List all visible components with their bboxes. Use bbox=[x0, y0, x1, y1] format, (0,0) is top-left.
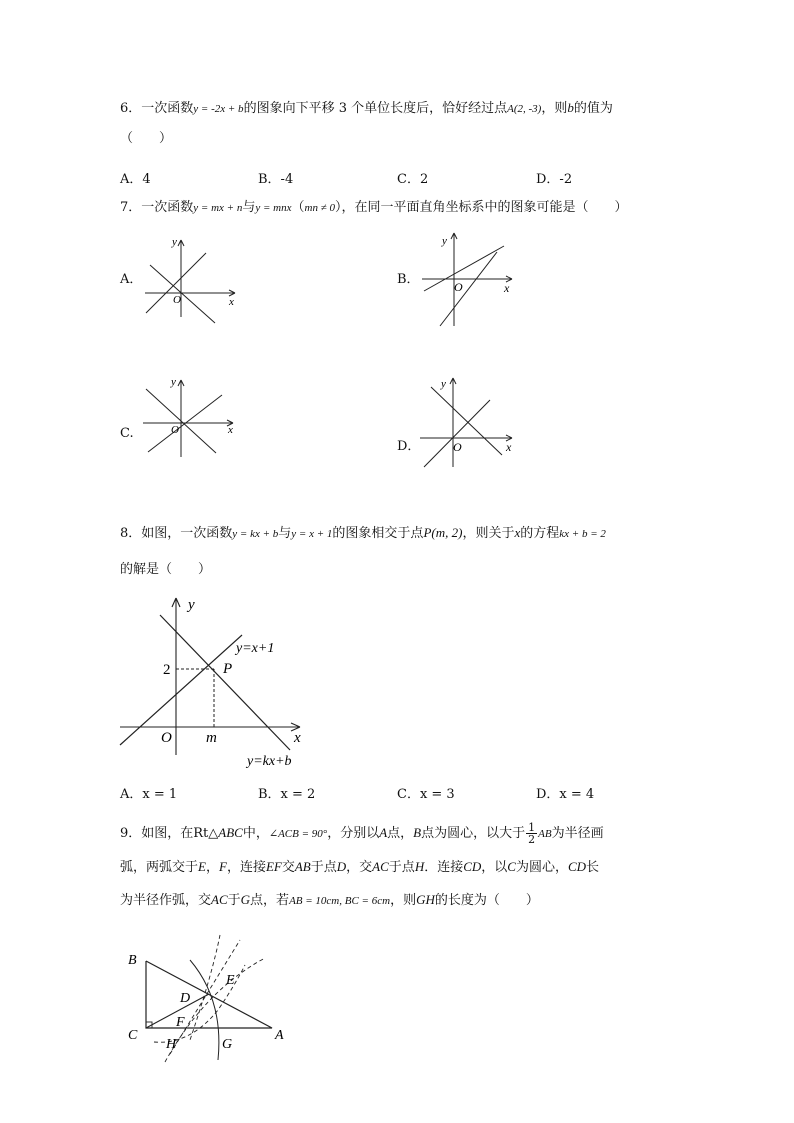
q8-var-x: x bbox=[514, 525, 521, 540]
q6-paren: （ ） bbox=[120, 131, 173, 146]
q9-seg-ac: AC bbox=[372, 859, 389, 874]
q7d-x-label: x bbox=[506, 440, 512, 454]
q9-fraction-den: 2 bbox=[528, 833, 536, 846]
q8-graph bbox=[110, 590, 330, 775]
q8-tick-2: 2 bbox=[163, 662, 171, 678]
q9-point-b: B bbox=[413, 825, 422, 840]
q9-point-a: A bbox=[379, 825, 388, 840]
q8-point: P(m, 2) bbox=[423, 525, 463, 540]
q7-graph-c bbox=[138, 375, 248, 460]
q9-fig-d: D bbox=[180, 991, 191, 1006]
q9-fig-f: F bbox=[176, 1015, 185, 1030]
q7-option-a[interactable]: A． bbox=[120, 272, 143, 287]
q7c-y-label: y bbox=[171, 376, 176, 388]
q9-seg-ac-2: AC bbox=[211, 892, 228, 907]
q9-text-1a: 9．如图，在Rt△ bbox=[120, 826, 219, 841]
q7-option-b[interactable]: B． bbox=[397, 272, 420, 287]
q7-graph-b bbox=[420, 228, 520, 328]
q8-option-b[interactable]: B．x = 2 bbox=[258, 787, 316, 802]
q9-angle: ∠ACB = 90° bbox=[268, 828, 328, 840]
q7-equation-2: y = mnx bbox=[255, 202, 292, 214]
q8-text-1: 8．如图，一次函数 bbox=[120, 526, 233, 541]
q9-text-2c: ，连接 bbox=[226, 860, 266, 875]
q9-text-2i: ，以 bbox=[481, 860, 508, 875]
q9-stem-2 bbox=[120, 858, 599, 877]
q9-text-1c: ，分别以 bbox=[327, 826, 380, 841]
q8-equation-2: y = x + 1 bbox=[291, 528, 333, 540]
q6-option-c[interactable]: C．2 bbox=[397, 172, 429, 187]
q8-option-d[interactable]: D．x = 4 bbox=[536, 787, 595, 802]
q6-option-b[interactable]: B．-4 bbox=[258, 172, 294, 187]
q9-seg-ab-2: AB bbox=[294, 859, 311, 874]
q7-text-3: （ bbox=[291, 200, 305, 215]
q8-stem bbox=[120, 524, 606, 543]
q9-figure bbox=[120, 930, 300, 1070]
q6-text-4: 的值为 bbox=[573, 101, 613, 116]
q9-point-c: C bbox=[507, 859, 516, 874]
q8-text-4: ，则关于 bbox=[462, 526, 515, 541]
q9-text-1e: 点为圆心，以大于 bbox=[421, 826, 526, 841]
q9-text-1b: 中， bbox=[242, 826, 269, 841]
q9-text-2h: ．连接 bbox=[424, 860, 464, 875]
q6-equation: y = -2x + b bbox=[193, 103, 244, 115]
q9-text-2b: ， bbox=[205, 860, 219, 875]
q6-stem bbox=[120, 99, 613, 118]
q8-x-label: x bbox=[294, 730, 301, 746]
q9-text-3c: 点，若 bbox=[250, 893, 290, 908]
q9-fraction bbox=[526, 822, 537, 845]
q7a-y-label: y bbox=[172, 236, 177, 248]
q9-fig-c: C bbox=[128, 1028, 138, 1043]
q9-fig-h: H bbox=[166, 1037, 177, 1052]
q8-text-5: 的方程 bbox=[520, 526, 560, 541]
q7-graph-d bbox=[418, 375, 523, 470]
q7-option-d[interactable]: D． bbox=[397, 439, 421, 454]
q7b-x-label: x bbox=[504, 281, 510, 295]
q8-p-label: P bbox=[223, 661, 233, 677]
q9-text-2j: 为圆心， bbox=[515, 860, 568, 875]
q9-point-e: E bbox=[198, 859, 206, 874]
q6-text-2: 的图象向下平移 3 个单位长度后，恰好经过点 bbox=[243, 101, 508, 116]
q9-seg-cd: CD bbox=[463, 859, 482, 874]
q8-origin-label: O bbox=[161, 730, 172, 746]
q8-option-a[interactable]: A．x = 1 bbox=[120, 787, 178, 802]
q8-equation-1: y = kx + b bbox=[232, 528, 279, 540]
q9-point-g: G bbox=[240, 892, 251, 907]
q9-fraction-num: 1 bbox=[528, 821, 536, 834]
q8-line1-label: y=x+1 bbox=[236, 641, 275, 656]
q8-y-label: y bbox=[188, 597, 195, 613]
q8-text-2: 与 bbox=[278, 526, 292, 541]
q6-text-1: 6．一次函数 bbox=[120, 101, 194, 116]
q6-option-a[interactable]: A．4 bbox=[120, 172, 151, 187]
q9-stem-3 bbox=[120, 891, 539, 910]
q6-text-3: ，则 bbox=[541, 101, 568, 116]
q7a-x-label: x bbox=[229, 296, 234, 308]
q8-stem-2: 的解是（ ） bbox=[120, 562, 212, 577]
q9-seg-gh: GH bbox=[416, 892, 435, 907]
q7-text-1: 7．一次函数 bbox=[120, 200, 194, 215]
q9-text-1f: 为半径画 bbox=[551, 826, 604, 841]
q7-text-2: 与 bbox=[242, 200, 256, 215]
q9-text-2e: 于点 bbox=[310, 860, 337, 875]
q7d-y-label: y bbox=[441, 378, 446, 390]
q7-graph-a bbox=[140, 235, 250, 320]
q9-text-2g: 于点 bbox=[388, 860, 415, 875]
q7-stem bbox=[120, 199, 628, 217]
q7-equation-1: y = mx + n bbox=[193, 202, 243, 214]
q8-equation-3: kx + b = 2 bbox=[559, 528, 606, 540]
q7a-origin-label: O bbox=[173, 294, 181, 306]
q9-fig-g: G bbox=[222, 1037, 233, 1052]
q8-text-3: 的图象相交于点 bbox=[332, 526, 424, 541]
q7c-origin-label: O bbox=[171, 424, 179, 436]
q9-point-h: H bbox=[414, 859, 425, 874]
q9-seg-cd-2: CD bbox=[567, 859, 587, 874]
q9-text-3e: 的长度为（ ） bbox=[434, 893, 539, 908]
q7d-origin-label: O bbox=[453, 440, 462, 454]
q6-point: A(2, -3) bbox=[507, 103, 542, 115]
q6-option-d[interactable]: D．-2 bbox=[536, 172, 573, 187]
q9-text-2f: ，交 bbox=[346, 860, 373, 875]
q7b-origin-label: O bbox=[454, 280, 463, 294]
q9-fig-e: E bbox=[226, 973, 235, 988]
q6-var-b: b bbox=[567, 100, 574, 115]
q9-text-3d: ，则 bbox=[390, 893, 417, 908]
q9-text-2k: 长 bbox=[586, 860, 600, 875]
q9-text-2a: 弧，两弧交于 bbox=[120, 860, 199, 875]
q9-fig-a: A bbox=[275, 1028, 284, 1043]
q8-m-label: m bbox=[206, 730, 217, 746]
q7-option-c[interactable]: C. bbox=[120, 426, 134, 441]
q7-text-4: ），在同一平面直角坐标系中的图象可能是（ ） bbox=[335, 200, 628, 215]
q9-point-f: F bbox=[218, 859, 227, 874]
q9-point-d: D bbox=[336, 859, 347, 874]
q7-condition: mn ≠ 0 bbox=[304, 202, 335, 214]
q9-seg-ef: EF bbox=[265, 859, 282, 874]
q9-text-3a: 为半径作弧，交 bbox=[120, 893, 212, 908]
q7b-y-label: y bbox=[442, 235, 447, 247]
q7c-x-label: x bbox=[228, 424, 233, 436]
q9-fig-b: B bbox=[128, 953, 137, 968]
q9-given: AB = 10cm, BC = 6cm bbox=[289, 895, 391, 907]
q8-line2-label: y=kx+b bbox=[247, 754, 292, 769]
q8-option-c[interactable]: C．x = 3 bbox=[397, 787, 455, 802]
q9-triangle: ABC bbox=[218, 825, 243, 840]
q9-text-1d: 点， bbox=[387, 826, 414, 841]
q9-text-3b: 于 bbox=[227, 893, 241, 908]
q9-stem-1 bbox=[120, 822, 604, 845]
q9-text-2d: 交 bbox=[281, 860, 295, 875]
q9-seg-ab: AB bbox=[538, 828, 552, 840]
